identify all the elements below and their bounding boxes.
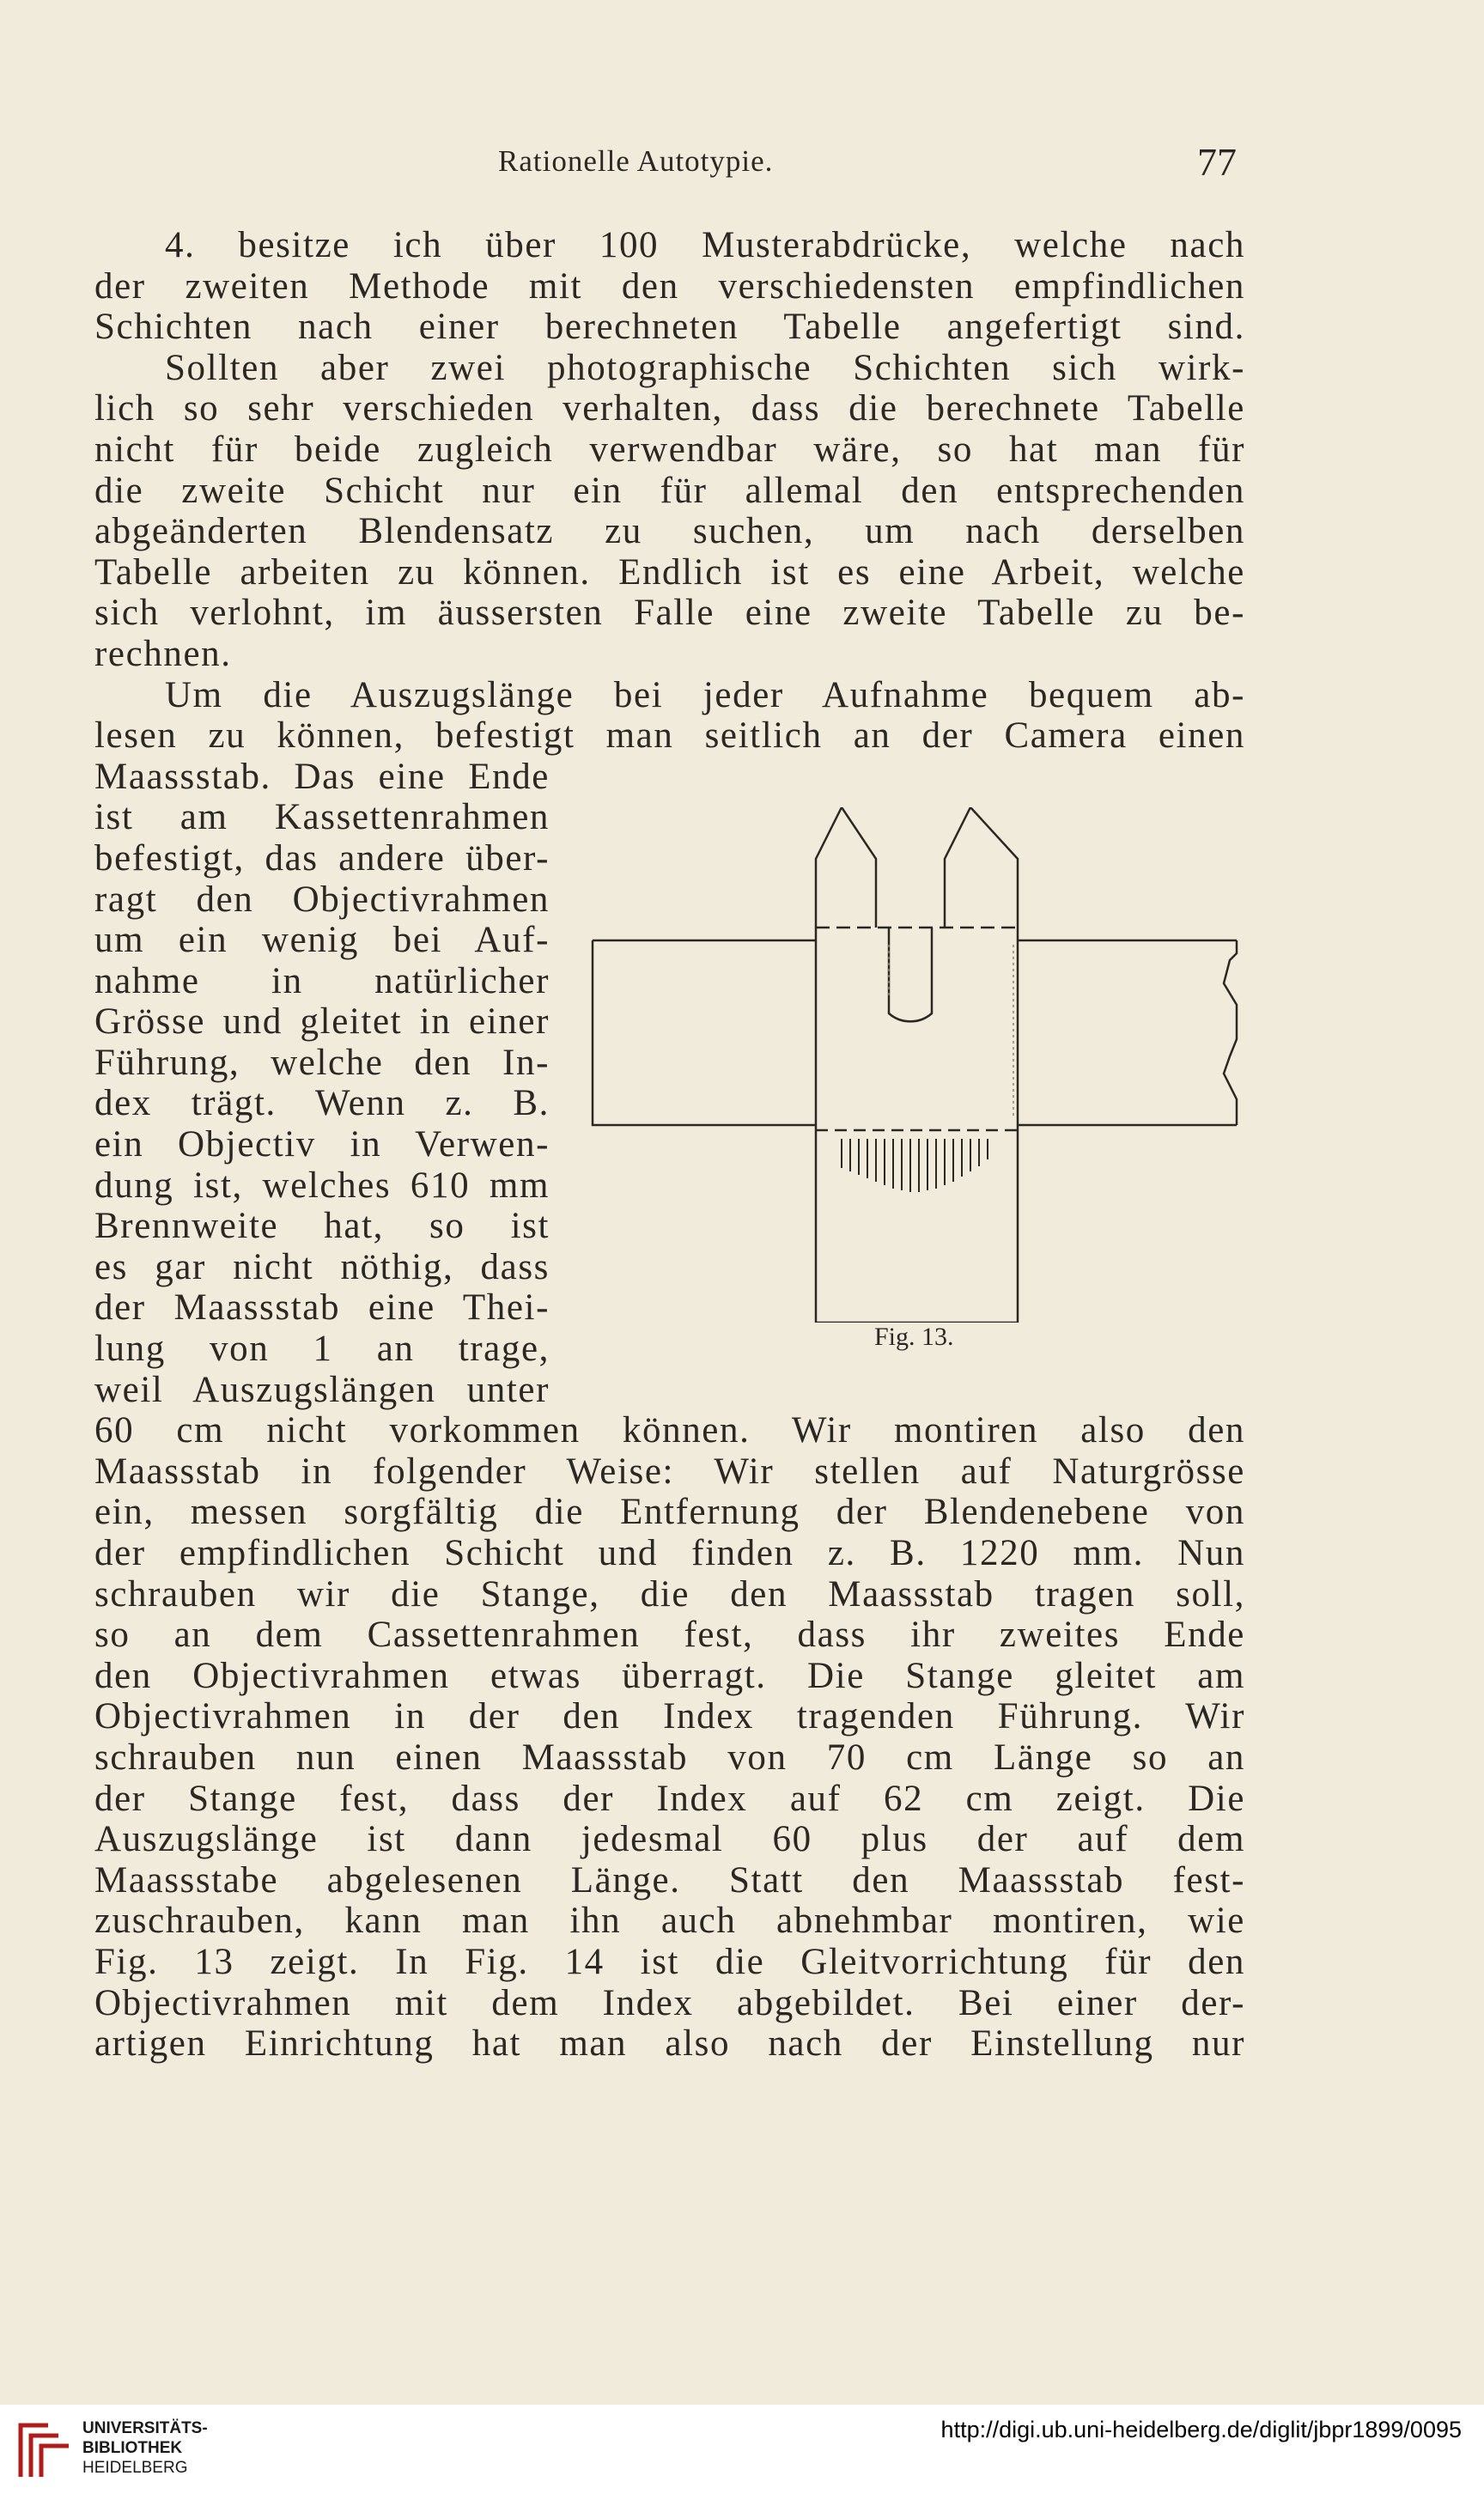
figure-caption: Fig. 13. (874, 1323, 954, 1351)
library-name-line1: UNIVERSITÄTS- (82, 2419, 208, 2437)
text-line: Führung, welche den In- (94, 1042, 550, 1083)
text-line: um ein wenig bei Auf- (94, 920, 550, 961)
text-line: schrauben nun einen Maassstab von 70 cm Länge so an (94, 1737, 1245, 1778)
text-line: Auszugslänge ist dann jedesmal 60 plus der auf dem (94, 1819, 1245, 1860)
page-number: 77 (1197, 140, 1237, 184)
text-line: so an dem Cassettenrahmen fest, dass ihr zweites Ende (94, 1615, 1245, 1656)
text-line: schrauben wir die Stange, die den Maassstab tragen soll, (94, 1573, 1245, 1615)
rod-left-end (593, 940, 816, 1125)
text-line: der Stange fest, dass der Index auf 62 cm zeigt. Die (94, 1778, 1245, 1819)
text-line: nicht für beide zugleich verwendbar wäre, so hat man für (94, 429, 1245, 470)
text-line: Um die Auszugslänge bei jeder Aufnahme bequem ab- (165, 674, 1245, 715)
text-line: es gar nicht nöthig, dass (94, 1246, 550, 1287)
text-line: dex trägt. Wenn z. B. (94, 1083, 550, 1124)
text-line: abgeänderten Blendensatz zu suchen, um nach derselben (94, 511, 1245, 552)
body-outline (816, 928, 1018, 1323)
text-line: rechnen. (94, 633, 232, 674)
library-logo-icon (14, 2417, 74, 2485)
text-line: Grösse und gleitet in einer (94, 1001, 550, 1043)
text-line: artigen Einrichtung hat man also nach der Einstellung nur (94, 2023, 1245, 2065)
right-prong-outline (945, 807, 1018, 928)
text-line: den Objectivrahmen etwas überragt. Die Stange gleitet am (94, 1655, 1245, 1696)
text-line: zuschrauben, kann man ihn auch abnehmbar montiren, wie (94, 1901, 1245, 1942)
source-url[interactable]: http://digi.ub.uni-heidelberg.de/diglit/jbpr1899/0095 (940, 2417, 1462, 2442)
text-line: ragt den Objectivrahmen (94, 879, 550, 920)
text-line: weil Auszugslängen unter (94, 1369, 550, 1410)
text-line: Tabelle arbeiten zu können. Endlich ist es eine Arbeit, welche (94, 551, 1245, 593)
scale-holder-drawing (584, 807, 1254, 1323)
running-head (94, 140, 1237, 196)
slot-outline (889, 928, 932, 1021)
text-line: ein Objectiv in Verwen- (94, 1124, 550, 1165)
text-line: 4. besitze ich über 100 Musterabdrücke, welche nach (165, 225, 1245, 265)
left-prong-outline (816, 807, 876, 928)
text-line: lesen zu können, befestigt man seitlich an der Camera einen (94, 715, 1245, 757)
text-line: die zweite Schicht nur ein für allemal den entsprechenden (94, 470, 1245, 511)
text-line: Sollten aber zwei photographische Schichten sich wirk- (165, 347, 1245, 388)
text-line: 60 cm nicht vorkommen können. Wir montiren also den (94, 1410, 1245, 1451)
text-line: sich verlohnt, im äussersten Falle eine zweite Tabelle zu be- (94, 593, 1245, 634)
library-logo (14, 2417, 74, 2485)
running-title: Rationelle Autotypie. (498, 144, 774, 178)
text-line: ein, messen sorgfältig die Entfernung der Blendenebene von (94, 1492, 1245, 1533)
text-line: Brennweite hat, so ist (94, 1206, 550, 1247)
text-line: Objectivrahmen mit dem Index abgebildet. Bei einer der- (94, 1982, 1245, 2023)
footer-bar (0, 2405, 1484, 2494)
figure-13 (584, 807, 1254, 1366)
text-line: Maassstab in folgender Weise: Wir stellen auf Naturgrösse (94, 1451, 1245, 1492)
text-line: der Maassstab eine Thei- (94, 1287, 550, 1329)
faint-shading (889, 945, 1013, 1116)
text-line: nahme in natürlicher (94, 960, 550, 1001)
text-line: dung ist, welches 610 mm (94, 1165, 550, 1206)
library-name-line2: BIBLIOTHEK (82, 2439, 183, 2457)
text-line: Objectivrahmen in der den Index tragenden Führung. Wir (94, 1696, 1245, 1737)
text-line: ist am Kassettenrahmen (94, 797, 550, 838)
text-line: Schichten nach einer berechneten Tabelle angefertigt sind. (94, 307, 1245, 348)
text-line: befestigt, das andere über- (94, 837, 550, 879)
text-line: Fig. 13 zeigt. In Fig. 14 ist die Gleitvorrichtung für den (94, 1941, 1245, 1982)
text-line: der empfindlichen Schicht und finden z. B. 1220 mm. Nun (94, 1533, 1245, 1573)
text-line: Maassstab. Das eine Ende (94, 756, 550, 797)
rod-break-mark (1224, 940, 1237, 1125)
text-line: lich so sehr verschieden verhalten, dass die berechnete Tabelle (94, 388, 1245, 429)
hatching (842, 1139, 988, 1192)
text-line: der zweiten Methode mit den verschiedensten empfindlichen (94, 265, 1245, 307)
text-line: Maassstabe abgelesenen Länge. Statt den Maassstab fest- (94, 1859, 1245, 1901)
library-name (82, 2418, 208, 2478)
library-name-line3: HEIDELBERG (82, 2459, 188, 2477)
text-line: lung von 1 an trage, (94, 1329, 550, 1370)
